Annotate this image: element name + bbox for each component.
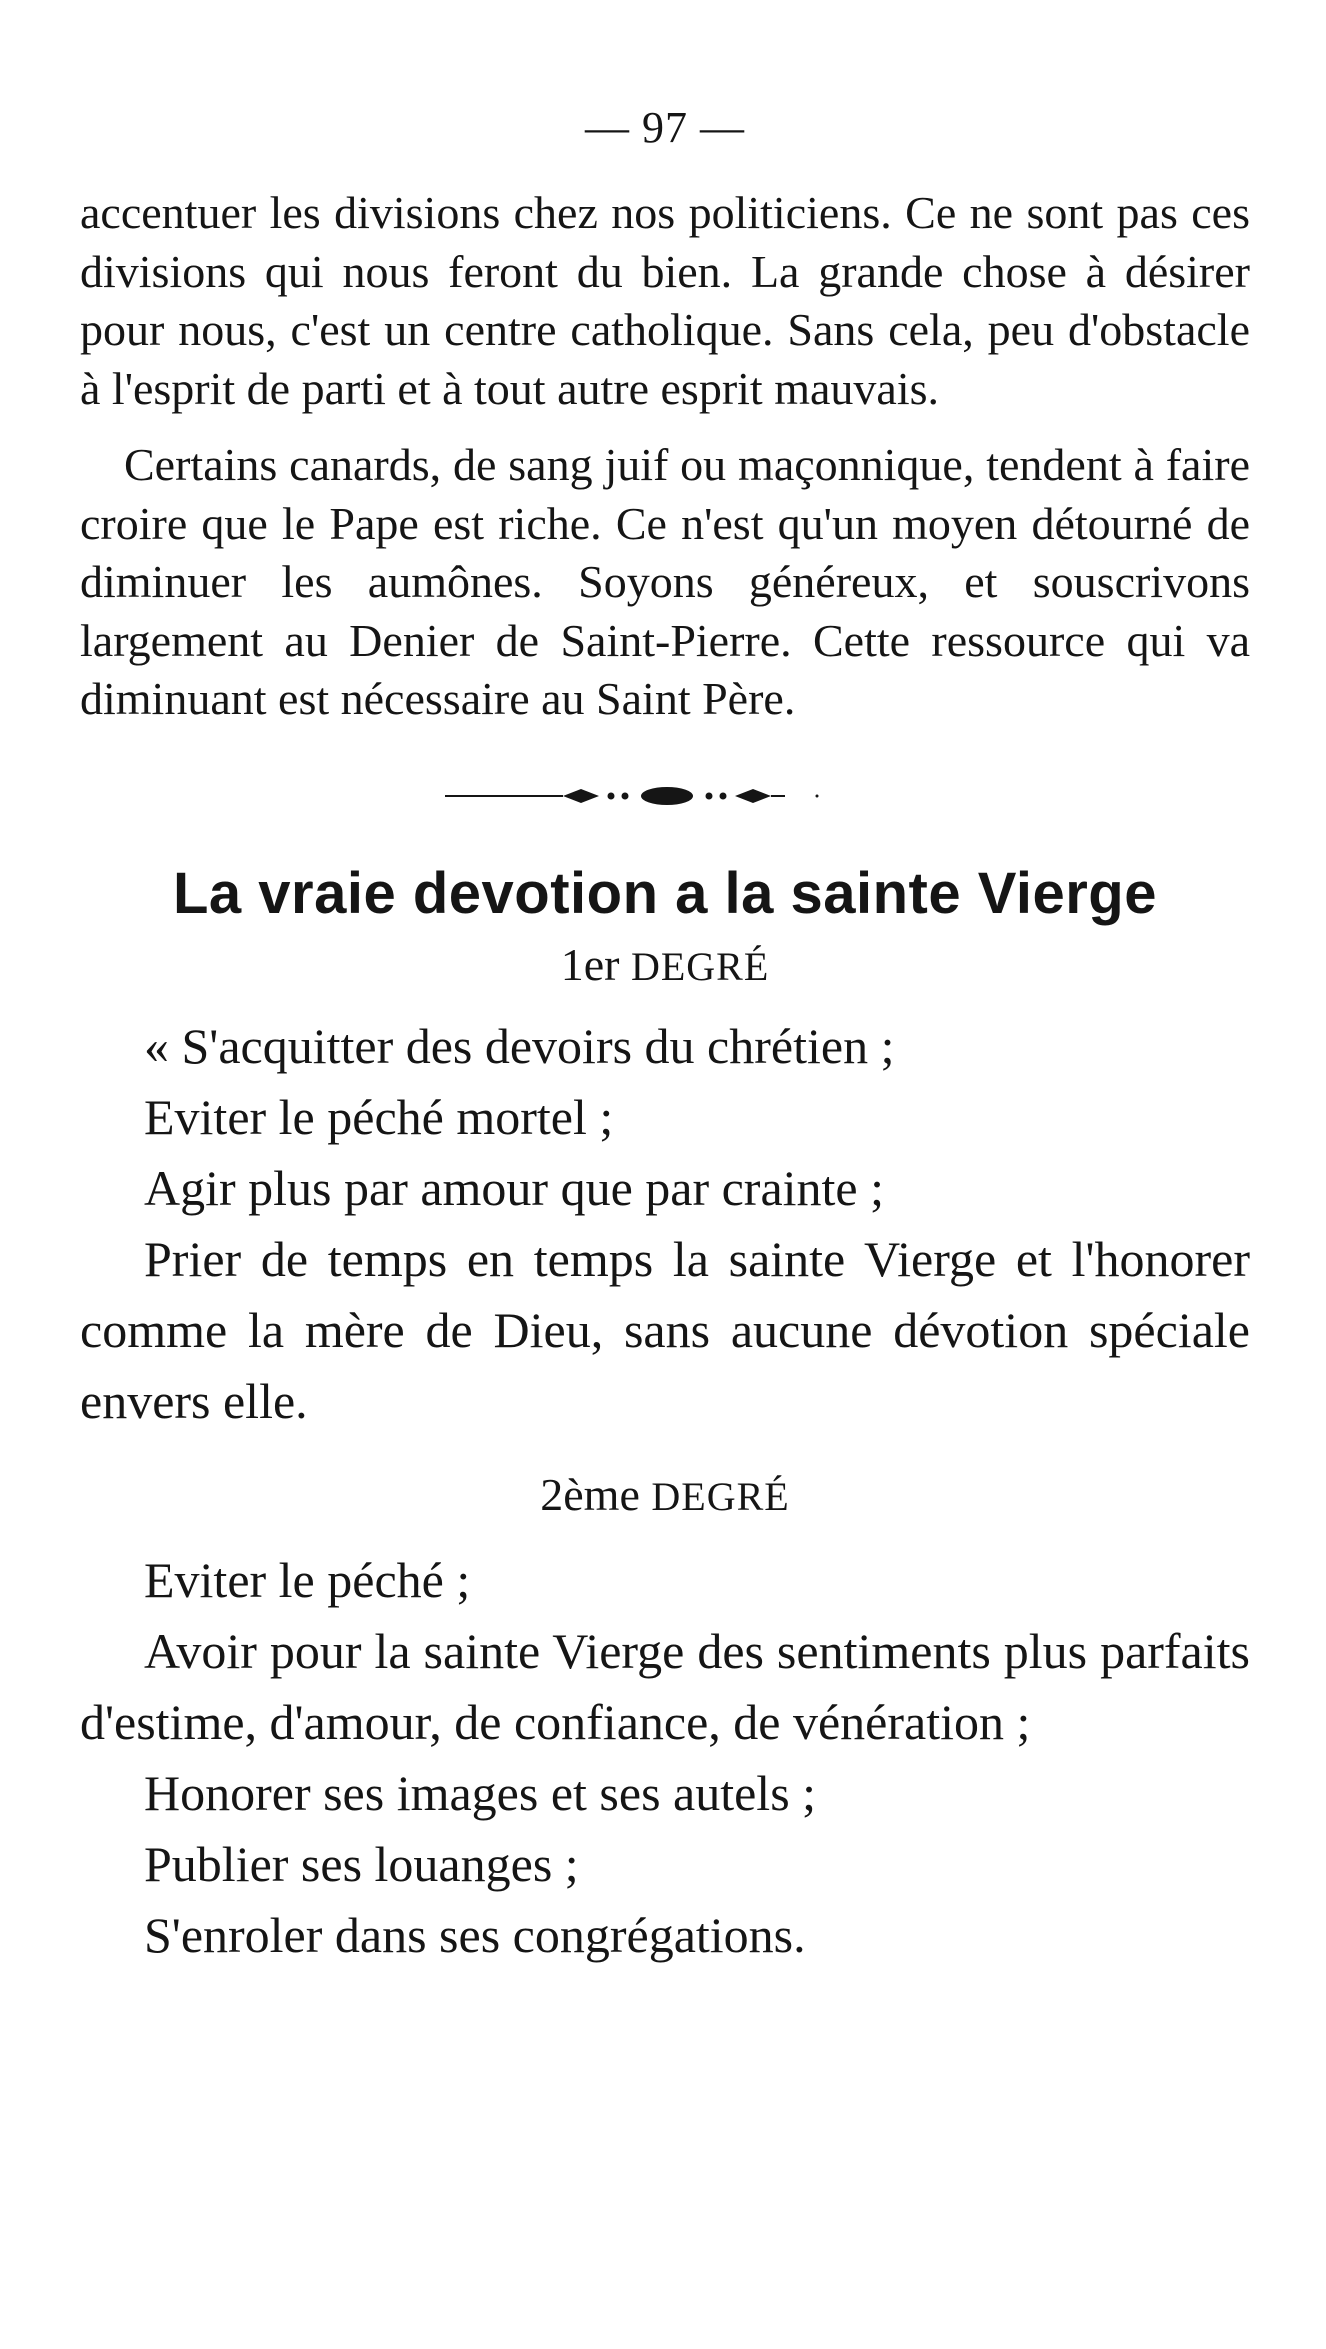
- degree-2-number: 2ème: [540, 1468, 640, 1520]
- degree-1-label: DEGRÉ: [630, 943, 770, 989]
- degree-1-heading: [80, 935, 1250, 997]
- paragraph-denier: Certains canards, de sang juif ou maçonnique, tendent à faire croire que le Pape est riche. Ce n'est qu'un moyen détourné de diminuer les aumônes. Soyons généreux, et souscrivons largement au Denier de Saint-Pierre. Cette ressource qui va diminuant est nécessaire au Saint Père.: [80, 439, 1250, 724]
- book-page: [80, 100, 1250, 1971]
- ornament-rule-icon: [445, 781, 885, 811]
- degree-2-line: Honorer ses images et ses autels ;: [144, 1764, 817, 1821]
- degree-1-number: 1er: [560, 938, 620, 990]
- degree-1-line: « S'acquitter des devoirs du chrétien ;: [144, 1017, 895, 1074]
- degree-1-line: Eviter le péché mortel ;: [144, 1088, 614, 1145]
- paragraph-politics: accentuer les divisions chez nos politiciens. Ce ne sont pas ces divisions qui nous feront du bien. La grande chose à désirer pour nous, c'est un centre catholique. Sans cela, peu d'obstacle à l'esprit de parti et à tout autre esprit mauvais.: [80, 187, 1250, 414]
- degree-2-label: DEGRÉ: [651, 1473, 790, 1519]
- degree-2-line: Avoir pour la sainte Vierge des sentiments plus parfaits d'estime, d'amour, de confiance, de vénération ;: [80, 1622, 1250, 1750]
- degree-1-line: Prier de temps en temps la sainte Vierge et l'honorer comme la mère de Dieu, sans aucune dévotion spéciale envers elle.: [80, 1230, 1250, 1429]
- degree-1-line: Agir plus par amour que par crainte ;: [144, 1159, 885, 1216]
- ornamental-divider: [80, 781, 1250, 811]
- degree-2-line: S'enroler dans ses congrégations.: [144, 1906, 806, 1963]
- degree-2-heading: [80, 1465, 1250, 1527]
- section-title: La vraie devotion a la sainte Vierge: [172, 860, 1157, 926]
- page-number: — 97 —: [585, 103, 745, 152]
- degree-2-line: Publier ses louanges ;: [144, 1835, 579, 1892]
- degree-2-line: Eviter le péché ;: [144, 1551, 471, 1608]
